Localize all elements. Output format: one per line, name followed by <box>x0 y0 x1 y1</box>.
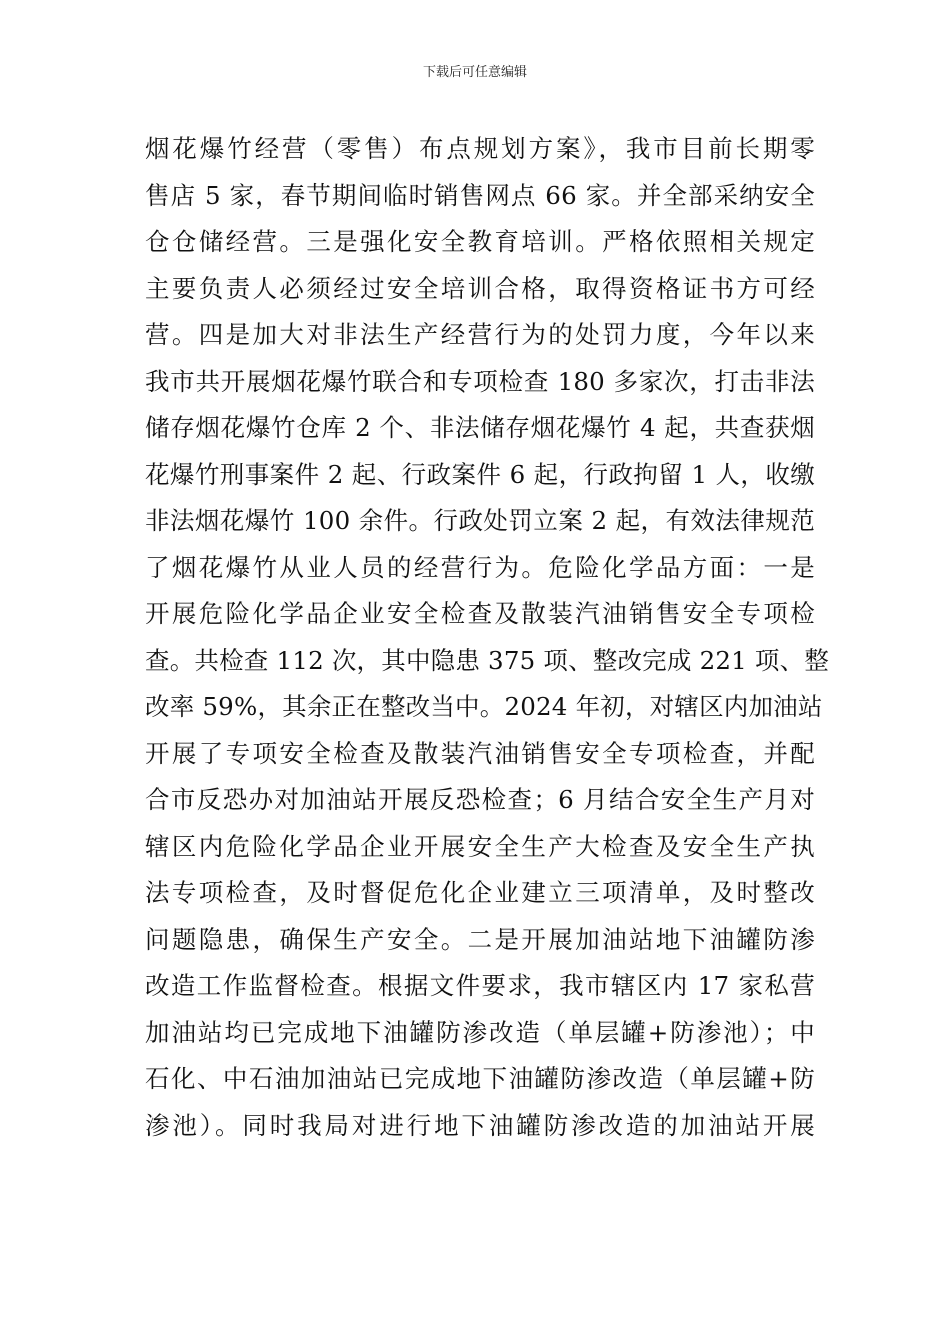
text-line: 辖区内危险化学品企业开展安全生产大检查及安全生产执 <box>145 831 815 861</box>
document-body <box>145 126 830 1149</box>
text-line: 开展了专项安全检查及散装汽油销售安全专项检查，并配 <box>145 738 815 768</box>
text-line: 了烟花爆竹从业人员的经营行为。危险化学品方面：一是 <box>145 552 815 582</box>
text-line: 我市共开展烟花爆竹联合和专项检查 180 多家次，打击非法 <box>145 366 815 396</box>
text-line: 合市反恐办对加油站开展反恐检查；6 月结合安全生产月对 <box>145 785 815 814</box>
text-line: 主要负责人必须经过安全培训合格，取得资格证书方可经 <box>145 273 815 303</box>
text-line: 开展危险化学品企业安全检查及散装汽油销售安全专项检 <box>145 599 815 628</box>
text-line: 改造工作监督检查。根据文件要求，我市辖区内 17 家私营 <box>145 971 815 1000</box>
text-line: 营。四是加大对非法生产经营行为的处罚力度，今年以来 <box>145 320 815 349</box>
text-line: 花爆竹刑事案件 2 起、行政案件 6 起，行政拘留 1 人，收缴 <box>145 459 815 489</box>
text-line: 非法烟花爆竹 100 余件。行政处罚立案 2 起，有效法律规范 <box>145 506 815 535</box>
text-line: 仓仓储经营。三是强化安全教育培训。严格依照相关规定 <box>145 227 815 256</box>
text-line: 售店 5 家，春节期间临时销售网点 66 家。并全部采纳安全 <box>145 180 815 210</box>
page-header: 下载后可任意编辑 <box>422 65 527 80</box>
text-line: 改率 59%，其余正在整改当中。2024 年初，对辖区内加油站 <box>145 692 823 721</box>
text-line: 渗池）。同时我局对进行地下油罐防渗改造的加油站开展 <box>145 1110 815 1140</box>
text-line: 烟花爆竹经营（零售）布点规划方案》，我市目前长期零 <box>145 134 815 163</box>
text-line: 法专项检查，及时督促危化企业建立三项清单，及时整改 <box>145 878 815 907</box>
text-line: 查。共检查 112 次，其中隐患 375 项、整改完成 221 项、整 <box>145 645 830 675</box>
text-line: 加油站均已完成地下油罐防渗改造（单层罐+防渗池）；中 <box>145 1017 815 1047</box>
text-line: 储存烟花爆竹仓库 2 个、非法储存烟花爆竹 4 起，共查获烟 <box>145 413 815 442</box>
text-line: 问题隐患，确保生产安全。二是开展加油站地下油罐防渗 <box>145 924 815 954</box>
text-line: 石化、中石油加油站已完成地下油罐防渗改造（单层罐+防 <box>145 1064 815 1093</box>
